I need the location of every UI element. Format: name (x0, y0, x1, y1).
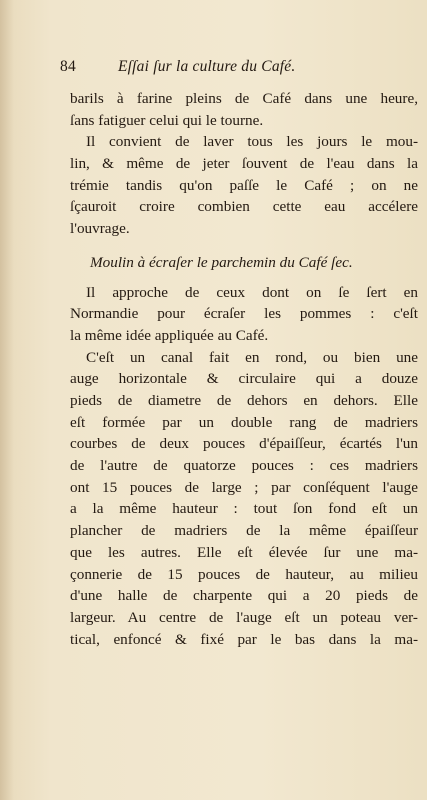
text-line: plancher de madriers de la même épaiſſeur (70, 522, 418, 540)
text-line: la même idée appliquée au Café. (70, 326, 269, 344)
text-line: l'ouvrage. (70, 220, 130, 238)
running-title: Eſſai ſur la culture du Café. (118, 58, 296, 75)
text-line: lin, & même de jeter ſouvent de l'eau dans la (70, 155, 418, 173)
page-body (70, 88, 418, 650)
text-line: a la même hauteur : tout ſon fond eſt un (70, 500, 418, 518)
paragraph (70, 282, 418, 347)
text-line: Il convient de laver tous les jours le mou- (86, 133, 418, 151)
text-line: auge horizontale & circulaire qui a douze (70, 370, 418, 388)
text-line: Normandie pour écraſer les pommes : c'eſt (70, 305, 418, 323)
text-line: ſçauroit croire combien cette eau accélere (70, 198, 418, 216)
text-line: barils à farine pleins de Café dans une heure, (70, 90, 418, 107)
text-line: çonnerie de 15 pouces de hauteur, au milieu (70, 565, 418, 583)
text-line: eſt formée par un double rang de madriers (70, 413, 418, 431)
text-line: courbes de deux pouces d'épaiſſeur, écartés l'un (70, 435, 418, 453)
paragraph (70, 131, 418, 239)
text-line: trémie tandis qu'on paſſe le Café ; on ne (70, 176, 418, 194)
spacer (70, 240, 418, 250)
page-header (60, 58, 360, 82)
text-line: que les autres. Elle eſt élevée ſur une ma- (70, 543, 418, 561)
text-line: ſans fatiguer celui qui le tourne. (70, 111, 264, 129)
text-line: pieds de diametre de dehors en dehors. Elle (70, 392, 418, 409)
text-line: de l'autre de quatorze pouces : ces madriers (70, 457, 418, 475)
text-line: Il approche de ceux dont on ſe ſert en (86, 283, 418, 301)
paragraph (70, 88, 418, 131)
text-line: d'une halle de charpente qui a 20 pieds de (70, 587, 418, 605)
text-line: largeur. Au centre de l'auge eſt un poteau ver- (70, 608, 418, 626)
text-line: C'eſt un canal fait en rond, ou bien une (86, 348, 418, 366)
text-line: ont 15 pouces de large ; par conſéquent l'auge (70, 478, 418, 496)
page-number: 84 (60, 58, 76, 75)
section-heading: Moulin à écraſer le parchemin du Café ſec. (90, 253, 353, 271)
text-line: tical, enfoncé & fixé par le bas dans la ma- (70, 630, 418, 648)
paragraph (70, 347, 418, 651)
